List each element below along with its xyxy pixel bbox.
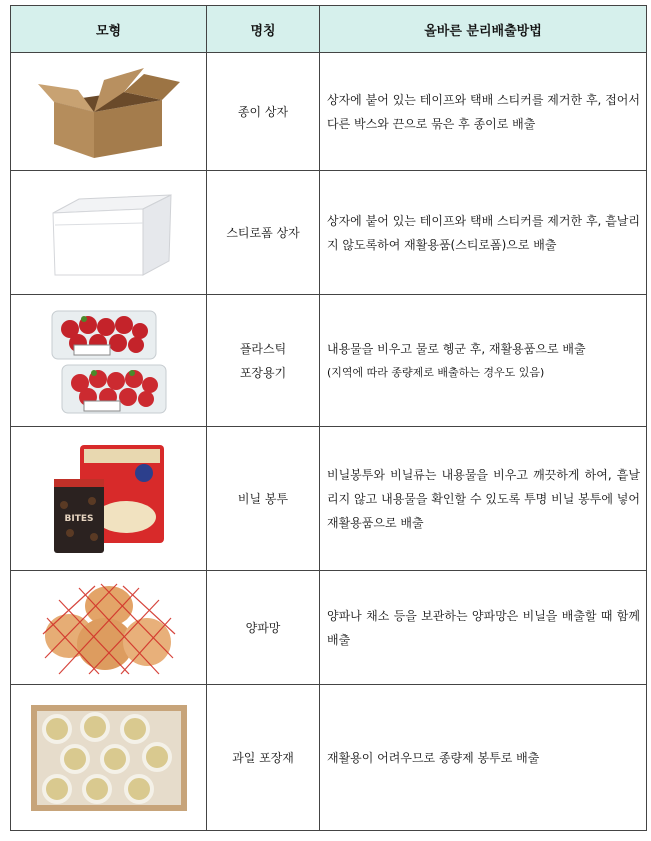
row-method: 양파나 채소 등을 보관하는 양파망은 비닐을 배출할 때 함께 배출	[320, 571, 647, 685]
header-row	[11, 6, 647, 53]
plastic-bag-image	[11, 427, 207, 571]
row-name: 과일 포장재	[207, 685, 320, 831]
row-name: 비닐 봉투	[207, 427, 320, 571]
cardboard-box-image	[11, 53, 207, 171]
styrofoam-box-image	[11, 171, 207, 295]
row-method: 상자에 붙어 있는 테이프와 택배 스티커를 제거한 후, 접어서 다른 박스와 끈으로 묶은 후 종이로 배출	[320, 53, 647, 171]
header-model: 모형	[11, 6, 207, 53]
row-name: 종이 상자	[207, 53, 320, 171]
row-name-line2: 포장용기	[239, 365, 287, 380]
row-name: 스티로폼 상자	[207, 171, 320, 295]
table-row	[11, 571, 647, 685]
row-method-line2: (지역에 따라 종량제로 배출하는 경우도 있음)	[327, 365, 545, 379]
bag-label-text: BITES	[64, 513, 93, 524]
row-method-text: 상자에 붙어 있는 테이프와 택배 스티커를 제거한 후, 흩날리지 않도록하여 재활용품(스티로폼)으로 배출	[327, 213, 640, 252]
table-row	[11, 685, 647, 831]
header-name: 명칭	[207, 6, 320, 53]
row-method: 재활용이 어려우므로 종량제 봉투로 배출	[320, 685, 647, 831]
fruit-packaging-image	[11, 685, 207, 831]
row-name: 양파망	[207, 571, 320, 685]
header-method: 올바른 분리배출방법	[320, 6, 647, 53]
row-name	[207, 295, 320, 427]
row-method	[320, 171, 647, 295]
row-method	[320, 295, 647, 427]
onion-net-image	[11, 571, 207, 685]
table-row	[11, 171, 647, 295]
table-row	[11, 427, 647, 571]
strawberry-container-image	[11, 295, 207, 427]
row-method-line1: 내용물을 비우고 물로 헹군 후, 재활용품으로 배출	[327, 341, 586, 356]
table-row	[11, 295, 647, 427]
row-method: 비닐봉투와 비닐류는 내용물을 비우고 깨끗하게 하여, 흩날리지 않고 내용물을 확인할 수 있도록 투명 비닐 봉투에 넣어 재활용품으로 배출	[320, 427, 647, 571]
recycling-table	[10, 5, 647, 831]
row-name-line1: 플라스틱	[239, 341, 287, 356]
table-row	[11, 53, 647, 171]
